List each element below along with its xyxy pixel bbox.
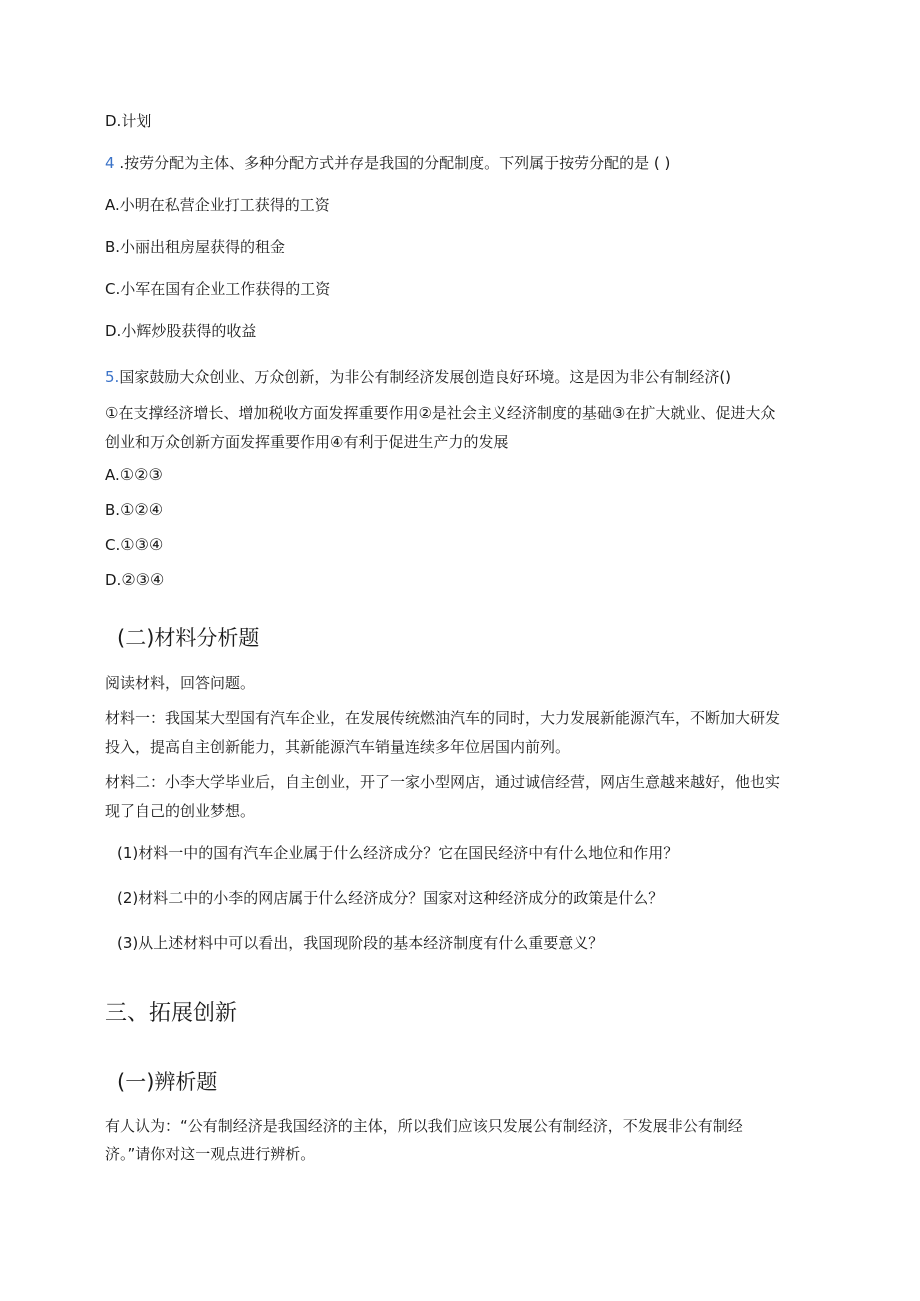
q5-number: 5. — [105, 368, 120, 386]
q5-option-d-text: ②③④ — [121, 570, 165, 589]
section3-sub-heading: (一)辨析题 — [117, 1070, 218, 1094]
q5-option-b-text: ①②④ — [120, 500, 164, 519]
material-question-1: (1)材料一中的国有汽车企业属于什么经济成分？它在国民经济中有什么地位和作用？ — [117, 844, 679, 862]
q5-option-d — [105, 570, 164, 590]
q5-option-a-text: ①②③ — [119, 465, 163, 484]
q4-option-a: A.小明在私营企业打工获得的工资 — [105, 196, 330, 214]
material2-line2: 现了自己的创业梦想。 — [105, 802, 256, 820]
q5-question — [105, 367, 731, 387]
q5-option-a-label: A. — [105, 466, 120, 484]
section3-text-line2: 济。”请你对这一观点进行辨析。 — [105, 1145, 316, 1163]
q5-option-d-label: D. — [105, 571, 122, 589]
material2-line1: 材料二：小李大学毕业后，自主创业，开了一家小型网店，通过诚信经营，网店生意越来越好，他也实 — [105, 773, 781, 791]
q4-question — [105, 153, 670, 173]
section3-text-line1: 有人认为：“公有制经济是我国经济的主体，所以我们应该只发展公有制经济，不发展非公有制经 — [105, 1117, 743, 1135]
q5-option-c — [105, 535, 163, 555]
material1-line1: 材料一：我国某大型国有汽车企业，在发展传统燃油汽车的同时，大力发展新能源汽车，不断加大研发 — [105, 709, 781, 727]
q5-stem: 国家鼓励大众创业、万众创新，为非公有制经济发展创造良好环境。这是因为非公有制经济() — [119, 368, 732, 386]
q5-statements-line1: ①在支撑经济增长、增加税收方面发挥重要作用②是社会主义经济制度的基础③在扩大就业、促进大众 — [105, 404, 776, 422]
section3-heading: 三、拓展创新 — [105, 1001, 238, 1026]
material-instruction: 阅读材料，回答问题。 — [105, 674, 256, 692]
q5-option-c-text: ①③④ — [120, 535, 164, 554]
material1-line2: 投入，提高自主创新能力，其新能源汽车销量连续多年位居国内前列。 — [105, 738, 571, 756]
q4-option-b: B.小丽出租房屋获得的租金 — [105, 238, 286, 256]
material-question-3: (3)从上述材料中可以看出，我国现阶段的基本经济制度有什么重要意义？ — [117, 934, 604, 952]
material-question-2: (2)材料二中的小李的网店属于什么经济成分？国家对这种经济成分的政策是什么？ — [117, 889, 664, 907]
q3-option-d: D.计划 — [105, 112, 152, 130]
material-section-heading: (二)材料分析题 — [117, 626, 260, 650]
q5-option-b-label: B. — [105, 501, 121, 519]
q4-stem: .按劳分配为主体、多种分配方式并存是我国的分配制度。下列属于按劳分配的是 ( ) — [114, 154, 671, 172]
q4-option-d: D.小辉炒股获得的收益 — [105, 322, 257, 340]
q5-statements-line2: 创业和万众创新方面发挥重要作用④有利于促进生产力的发展 — [105, 433, 509, 451]
q5-option-b — [105, 500, 163, 520]
q4-option-c: C.小军在国有企业工作获得的工资 — [105, 280, 331, 298]
q5-option-c-label: C. — [105, 536, 121, 554]
q5-option-a — [105, 465, 163, 485]
q4-number: 4 — [105, 154, 115, 172]
